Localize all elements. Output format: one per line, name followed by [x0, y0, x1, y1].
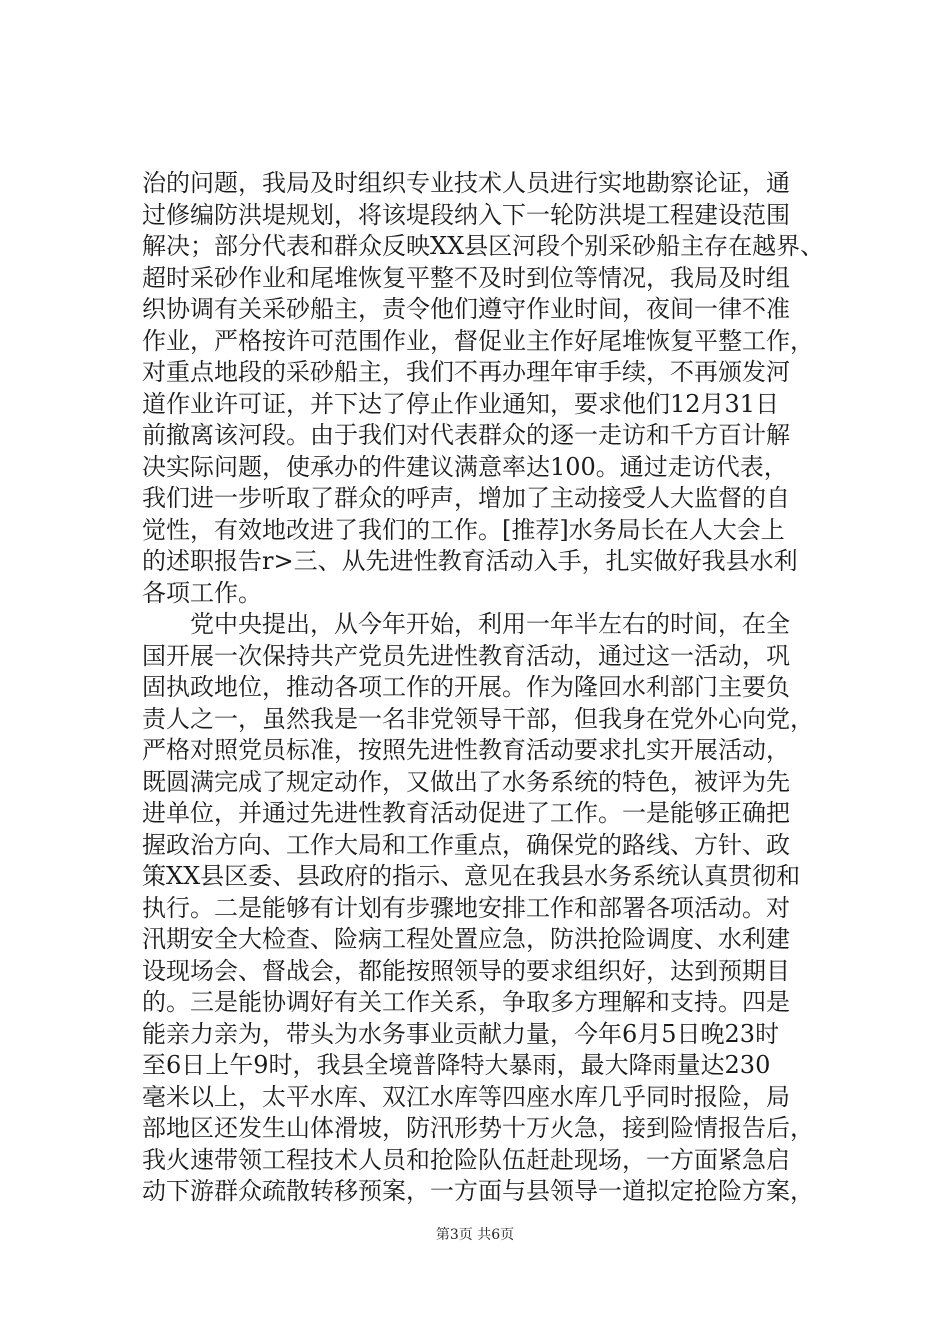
- text-line: 对重点地段的采砂船主，我们不再办理年审手续，不再颁发河: [142, 358, 790, 386]
- text-line: 至6日上午9时，我县全境普降特大暴雨，最大降雨量达230: [142, 1051, 771, 1079]
- text-line: 责人之一，虽然我是一名非党领导干部，但我身在党外心向党，: [142, 704, 814, 733]
- page-footer: [0, 1224, 950, 1244]
- page-number-label: 第3页 共6页: [435, 1227, 515, 1243]
- text-line: 解决；部分代表和群众反映XX县区河段个别采砂船主存在越界、: [142, 232, 825, 260]
- text-line: 动下游群众疏散转移预案，一方面与县领导一道拟定抢险方案，: [142, 1177, 814, 1205]
- text-line: 策XX县区委、县政府的指示、意见在我县水务系统认真贯彻和: [142, 862, 801, 890]
- text-line: 严格对照党员标准，按照先进性教育活动要求扎实开展活动，: [142, 736, 790, 764]
- text-line: 进单位，并通过先进性教育活动促进了工作。一是能够正确把: [142, 799, 790, 827]
- text-line: 道作业许可证，并下达了停止作业通知，要求他们12月31日: [142, 389, 780, 418]
- text-line: 汛期安全大检查、险病工程处置应急，防洪抢险调度、水利建: [142, 925, 790, 953]
- text-line: 能亲力亲为，带头为水务事业贡献力量，今年6月5日晚23时: [142, 1019, 780, 1048]
- text-line: 超时采砂作业和尾堆恢复平整不及时到位等情况，我局及时组: [142, 263, 790, 292]
- text-line: 我火速带领工程技术人员和抢险队伍赶赴现场，一方面紧急启: [142, 1145, 790, 1174]
- text-line: 国开展一次保持共产党员先进性教育活动，通过这一活动，巩: [142, 641, 790, 670]
- text-line: 各项工作。: [142, 578, 262, 607]
- text-line: 的。三是能协调好有关工作关系，争取多方理解和支持。四是: [142, 988, 790, 1016]
- text-line: 党中央提出，从今年开始，利用一年半左右的时间，在全: [142, 610, 790, 638]
- text-line: 过修编防洪堤规划，将该堤段纳入下一轮防洪堤工程建设范围: [142, 200, 790, 229]
- text-line: 执行。二是能够有计划有步骤地安排工作和部署各项活动。对: [142, 893, 790, 922]
- text-line: 毫米以上，太平水库、双江水库等四座水库几乎同时报险，局: [142, 1082, 790, 1111]
- text-line: 的述职报告r>三、从先进性教育活动入手，扎实做好我县水利: [142, 547, 798, 575]
- text-line: 既圆满完成了规定动作，又做出了水务系统的特色，被评为先: [142, 767, 790, 796]
- text-line: 织协调有关采砂船主，责令他们遵守作业时间，夜间一律不准: [142, 295, 790, 323]
- text-line: 握政治方向、工作大局和工作重点，确保党的路线、方针、政: [142, 830, 790, 859]
- text-line: 作业，严格按许可范围作业，督促业主作好尾堆恢复平整工作，: [142, 326, 814, 355]
- text-line: 固执政地位，推动各项工作的开展。作为隆回水利部门主要负: [142, 673, 790, 701]
- text-line: 前撤离该河段。由于我们对代表群众的逐一走访和千方百计解: [142, 421, 790, 449]
- document-body: [142, 168, 832, 1208]
- text-line: 我们进一步听取了群众的呼声，增加了主动接受人大监督的自: [142, 484, 790, 512]
- text-line: 治的问题，我局及时组织专业技术人员进行实地勘察论证，通: [142, 169, 790, 197]
- text-line: 设现场会、督战会，都能按照领导的要求组织好，达到预期目: [142, 956, 790, 985]
- text-line: 部地区还发生山体滑坡，防汛形势十万火急，接到险情报告后，: [142, 1114, 814, 1142]
- text-line: 决实际问题，使承办的件建议满意率达100。通过走访代表，: [142, 452, 788, 481]
- text-line: 觉性，有效地改进了我们的工作。[推荐]水务局长在人大会上: [142, 515, 785, 544]
